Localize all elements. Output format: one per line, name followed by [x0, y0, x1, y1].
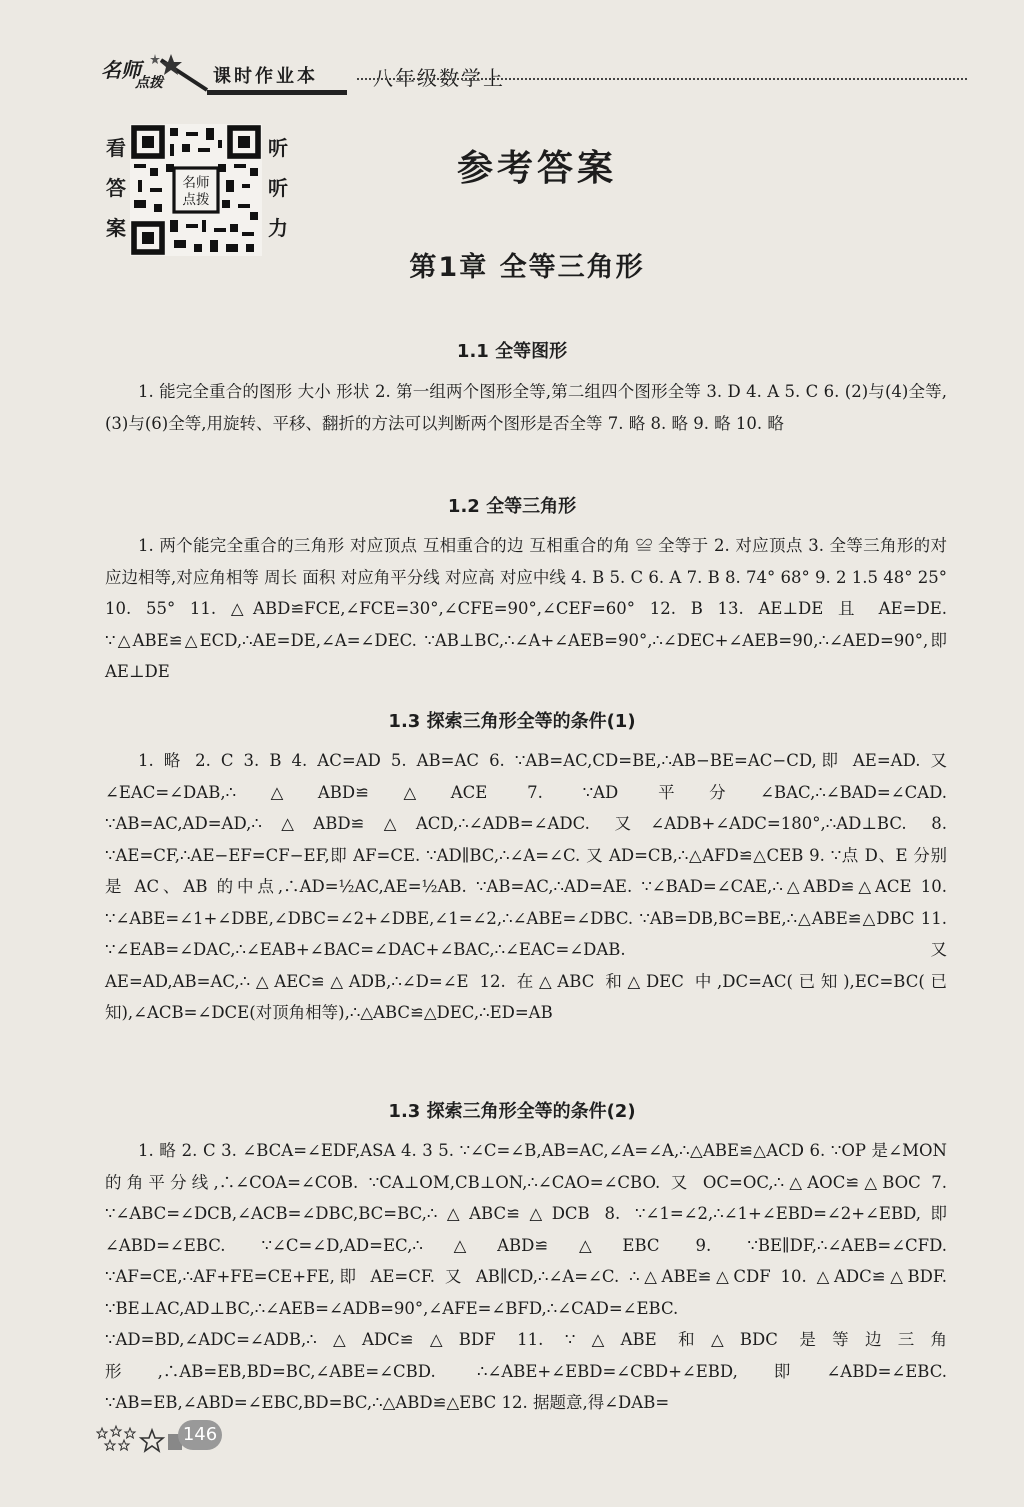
- section-text-1-1: [105, 376, 947, 439]
- header-dotted-rule: [357, 78, 967, 80]
- answer-paragraph: 1. 能完全重合的图形 大小 形状 2. 第一组两个图形全等,第二组四个图形全等 3. D 4. A 5. C 6. (2)与(4)全等,(3)与(6)全等,用旋转、平移、翻折的方法可以判断两个图形是否全等 7. 略 8. 略 9. 略 10. 略: [105, 382, 947, 433]
- decorative-stars-icon: [96, 1424, 182, 1454]
- section-heading-1-1: 1.1 全等图形: [456, 341, 568, 362]
- section-heading-1-2: 1.2 全等三角形: [447, 496, 577, 517]
- logo-text-top: 名师: [101, 58, 141, 82]
- book-title: 八年级数学上: [373, 66, 505, 90]
- qr-right-caption: 听 听 力: [268, 136, 288, 240]
- chapter-title: 第1章 全等三角形: [409, 252, 645, 283]
- answer-paragraph: 1. 两个能完全重合的三角形 对应顶点 互相重合的边 互相重合的角 ≌ 全等于 2. 对应顶点 3. 全等三角形的对应边相等,对应角相等 周长 面积 对应角平分线 对应高 对应中线 4. B 5. C 6. A 7. B 8. 74° 68° 9. 2 1.5 48° 25° 10. 55° 11. △ABD≌FCE,∠FCE=30°,∠CFE=90°,∠CEF=60° 12. B 13. AE⊥DE 且 AE=DE. ∵△ABE≌△ECD,∴AE=DE,∠A=∠DEC. ∵AB⊥BC,∴∠A+∠AEB=90°,∴∠DEC+∠AEB=90,∴∠AED=90°,即 AE⊥DE: [105, 536, 947, 681]
- qr-center-label-top: 名师: [182, 175, 210, 192]
- star-wand-icon: [141, 52, 211, 92]
- answer-paragraph: 1. 略 2. C 3. B 4. AC=AD 5. AB=AC 6. ∵AB=AC,CD=BE,∴AB−BE=AC−CD,即 AE=AD. 又∠EAC=∠DAB,∴△ABD≌△ACE 7. ∵AD 平分∠BAC,∴∠BAD=∠CAD. ∵AB=AC,AD=AD,∴△ABD≌△ACD,∴∠ADB=∠ADC. 又∠ADB+∠ADC=180°,∴AD⊥BC. 8. ∵AE=CF,∴AE−EF=CF−EF,即 AF=CE. ∵AD∥BC,∴∠A=∠C. 又 AD=CB,∴△AFD≌△CEB 9. ∵点 D、E 分别是 AC、AB 的中点,∴AD=½AC,AE=½AB. ∵AB=AC,∴AD=AE. ∵∠BAD=∠CAE,∴△ABD≌△ACE 10. ∵∠ABE=∠1+∠DBE,∠DBC=∠2+∠DBE,∠1=∠2,∴∠ABE=∠DBC. ∵AB=DB,BC=BE,∴△ABE≌△DBC 11. ∵∠EAB=∠DAC,∴∠EAB+∠BAC=∠DAC+∠BAC,∴∠EAC=∠DAB. 又 AE=AD,AB=AC,∴△AEC≌△ADB,∴∠D=∠E 12. 在△ABC 和△DEC 中,DC=AC(已知),EC=BC(已知),∠ACB=∠DCE(对顶角相等),∴△ABC≌△DEC,∴ED=AB: [105, 751, 947, 1022]
- series-title: 课时作业本: [213, 66, 318, 87]
- section-heading-1-3-2: 1.3 探索三角形全等的条件(2): [388, 1101, 636, 1122]
- publisher-logo: [95, 52, 215, 94]
- page-title: 参考答案: [456, 148, 617, 189]
- page-number: 146: [178, 1420, 222, 1450]
- section-text-1-3-2: [105, 1135, 947, 1419]
- page-header: [95, 52, 975, 94]
- section-text-1-2: [105, 530, 947, 688]
- qr-center-label-bottom: 点拨: [182, 192, 210, 208]
- logo-text-bottom: 点拨: [135, 75, 163, 91]
- answer-paragraph: 1. 略 2. C 3. ∠BCA=∠EDF,ASA 4. 3 5. ∵∠C=∠B,AB=AC,∠A=∠A,∴△ABE≌△ACD 6. ∵OP 是∠MON 的角平分线,∴∠COA=∠COB. ∵CA⊥OM,CB⊥ON,∴∠CAO=∠CBO. 又 OC=OC,∴△AOC≌△BOC 7. ∵∠ABC=∠DCB,∠ACB=∠DBC,BC=BC,∴△ABC≌△DCB 8. ∵∠1=∠2,∴∠1+∠EBD=∠2+∠EBD,即∠ABD=∠EBC. ∵∠C=∠D,AD=EC,∴△ABD≌△EBC 9. ∵BE∥DF,∴∠AEB=∠CFD. ∵AF=CE,∴AF+FE=CE+FE,即 AE=CF. 又 AB∥CD,∴∠A=∠C. ∴△ABE≌△CDF 10. △ADC≌△BDF. ∵BE⊥AC,AD⊥BC,∴∠AEB=∠ADB=90°,∠AFE=∠BFD,∴∠CAD=∠EBC. ∵AD=BD,∠ADC=∠ADB,∴△ADC≌△BDF 11. ∵△ABE 和△BDC 是等边三角形,∴AB=EB,BD=BC,∠ABE=∠CBD. ∴∠ABE+∠EBD=∠CBD+∠EBD,即∠ABD=∠EBC. ∵AB=EB,∠ABD=∠EBC,BD=BC,∴△ABD≌△EBC 12. 据题意,得∠DAB=: [105, 1141, 947, 1412]
- qr-left-caption: 看 答 案: [106, 136, 126, 240]
- section-text-1-3-1: [105, 745, 947, 1029]
- section-heading-1-3-1: 1.3 探索三角形全等的条件(1): [388, 711, 636, 732]
- header-underline: [207, 90, 347, 95]
